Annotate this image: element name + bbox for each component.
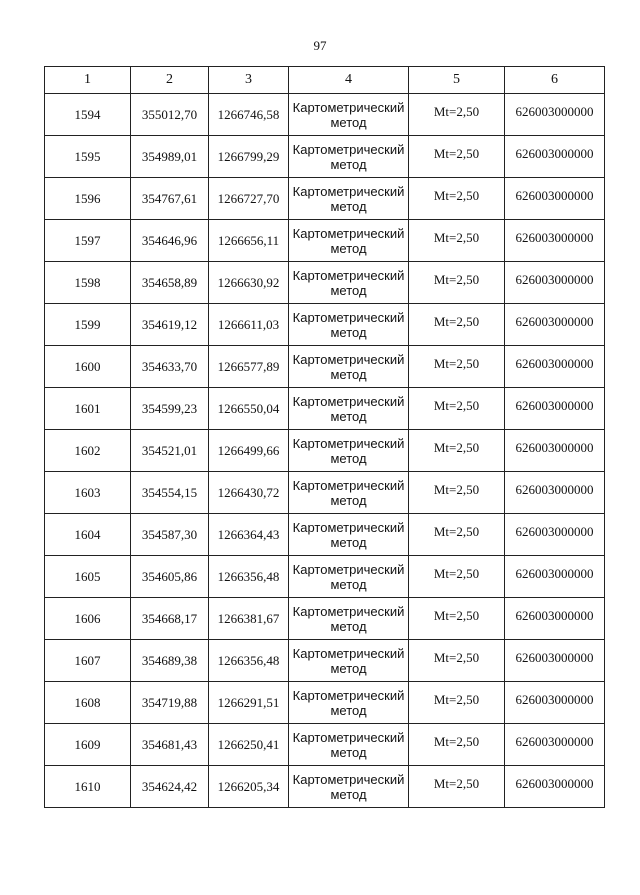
accuracy-cell: Mt=2,50	[409, 262, 505, 304]
y-coordinate-cell: 1266630,92	[209, 262, 289, 304]
accuracy-cell: Mt=2,50	[409, 136, 505, 178]
point-number-cell: 1610	[45, 766, 131, 808]
method-cell	[289, 598, 409, 640]
code-cell: 626003000000	[505, 94, 605, 136]
column-header: 4	[289, 67, 409, 94]
code-cell: 626003000000	[505, 640, 605, 682]
method-cell	[289, 220, 409, 262]
y-coordinate-cell: 1266577,89	[209, 346, 289, 388]
code-cell: 626003000000	[505, 388, 605, 430]
point-number-cell: 1595	[45, 136, 131, 178]
method-line-2: метод	[330, 661, 367, 676]
point-number-cell: 1594	[45, 94, 131, 136]
point-number-cell: 1606	[45, 598, 131, 640]
x-coordinate-cell: 354989,01	[131, 136, 209, 178]
method-cell	[289, 682, 409, 724]
y-coordinate-cell: 1266799,29	[209, 136, 289, 178]
code-cell: 626003000000	[505, 598, 605, 640]
table-row	[45, 136, 605, 178]
table-row	[45, 472, 605, 514]
table-row	[45, 556, 605, 598]
method-line-2: метод	[330, 535, 367, 550]
point-number-cell: 1609	[45, 724, 131, 766]
y-coordinate-cell: 1266656,11	[209, 220, 289, 262]
code-cell: 626003000000	[505, 430, 605, 472]
x-coordinate-cell: 354668,17	[131, 598, 209, 640]
code-cell: 626003000000	[505, 556, 605, 598]
point-number-cell: 1605	[45, 556, 131, 598]
code-cell: 626003000000	[505, 682, 605, 724]
method-line-2: метод	[330, 283, 367, 298]
table-body	[45, 94, 605, 808]
method-line-1: Картометрический	[292, 646, 405, 661]
code-cell: 626003000000	[505, 304, 605, 346]
method-line-1: Картометрический	[292, 352, 405, 367]
method-line-2: метод	[330, 619, 367, 634]
method-line-2: метод	[330, 409, 367, 424]
x-coordinate-cell: 354624,42	[131, 766, 209, 808]
table-row	[45, 388, 605, 430]
method-cell	[289, 388, 409, 430]
method-cell	[289, 514, 409, 556]
y-coordinate-cell: 1266430,72	[209, 472, 289, 514]
coordinates-table	[44, 66, 605, 808]
point-number-cell: 1597	[45, 220, 131, 262]
x-coordinate-cell: 354681,43	[131, 724, 209, 766]
column-header: 3	[209, 67, 289, 94]
accuracy-cell: Mt=2,50	[409, 514, 505, 556]
point-number-cell: 1608	[45, 682, 131, 724]
method-line-1: Картометрический	[292, 688, 405, 703]
method-line-2: метод	[330, 157, 367, 172]
method-line-1: Картометрический	[292, 142, 405, 157]
method-line-1: Картометрический	[292, 604, 405, 619]
method-cell	[289, 766, 409, 808]
method-cell	[289, 262, 409, 304]
method-cell	[289, 346, 409, 388]
y-coordinate-cell: 1266611,03	[209, 304, 289, 346]
accuracy-cell: Mt=2,50	[409, 766, 505, 808]
table-row	[45, 304, 605, 346]
column-header: 1	[45, 67, 131, 94]
code-cell: 626003000000	[505, 724, 605, 766]
method-line-1: Картометрический	[292, 478, 405, 493]
column-header: 6	[505, 67, 605, 94]
method-line-2: метод	[330, 115, 367, 130]
code-cell: 626003000000	[505, 472, 605, 514]
accuracy-cell: Mt=2,50	[409, 430, 505, 472]
method-cell	[289, 556, 409, 598]
method-cell	[289, 178, 409, 220]
accuracy-cell: Mt=2,50	[409, 472, 505, 514]
method-cell	[289, 430, 409, 472]
point-number-cell: 1598	[45, 262, 131, 304]
code-cell: 626003000000	[505, 136, 605, 178]
accuracy-cell: Mt=2,50	[409, 220, 505, 262]
method-line-1: Картометрический	[292, 184, 405, 199]
accuracy-cell: Mt=2,50	[409, 94, 505, 136]
y-coordinate-cell: 1266291,51	[209, 682, 289, 724]
table-row	[45, 178, 605, 220]
x-coordinate-cell: 354689,38	[131, 640, 209, 682]
point-number-cell: 1607	[45, 640, 131, 682]
method-line-1: Картометрический	[292, 730, 405, 745]
x-coordinate-cell: 354646,96	[131, 220, 209, 262]
table-row	[45, 598, 605, 640]
x-coordinate-cell: 354599,23	[131, 388, 209, 430]
accuracy-cell: Mt=2,50	[409, 640, 505, 682]
accuracy-cell: Mt=2,50	[409, 598, 505, 640]
point-number-cell: 1602	[45, 430, 131, 472]
code-cell: 626003000000	[505, 346, 605, 388]
y-coordinate-cell: 1266381,67	[209, 598, 289, 640]
method-line-2: метод	[330, 745, 367, 760]
method-line-2: метод	[330, 241, 367, 256]
method-cell	[289, 640, 409, 682]
y-coordinate-cell: 1266727,70	[209, 178, 289, 220]
x-coordinate-cell: 354719,88	[131, 682, 209, 724]
point-number-cell: 1604	[45, 514, 131, 556]
y-coordinate-cell: 1266746,58	[209, 94, 289, 136]
y-coordinate-cell: 1266364,43	[209, 514, 289, 556]
table-row	[45, 94, 605, 136]
point-number-cell: 1603	[45, 472, 131, 514]
page-number: 97	[313, 38, 327, 53]
method-line-1: Картометрический	[292, 772, 405, 787]
method-line-2: метод	[330, 703, 367, 718]
accuracy-cell: Mt=2,50	[409, 682, 505, 724]
method-line-2: метод	[330, 367, 367, 382]
method-line-2: метод	[330, 493, 367, 508]
table-row	[45, 724, 605, 766]
accuracy-cell: Mt=2,50	[409, 178, 505, 220]
method-cell	[289, 724, 409, 766]
x-coordinate-cell: 354521,01	[131, 430, 209, 472]
accuracy-cell: Mt=2,50	[409, 724, 505, 766]
method-line-1: Картометрический	[292, 310, 405, 325]
method-cell	[289, 136, 409, 178]
x-coordinate-cell: 355012,70	[131, 94, 209, 136]
table-row	[45, 262, 605, 304]
code-cell: 626003000000	[505, 178, 605, 220]
method-line-1: Картометрический	[292, 436, 405, 451]
y-coordinate-cell: 1266499,66	[209, 430, 289, 472]
table-row	[45, 430, 605, 472]
y-coordinate-cell: 1266250,41	[209, 724, 289, 766]
method-line-2: метод	[330, 787, 367, 802]
method-line-2: метод	[330, 325, 367, 340]
method-line-1: Картометрический	[292, 268, 405, 283]
code-cell: 626003000000	[505, 220, 605, 262]
table-row	[45, 514, 605, 556]
x-coordinate-cell: 354554,15	[131, 472, 209, 514]
point-number-cell: 1600	[45, 346, 131, 388]
method-line-2: метод	[330, 199, 367, 214]
y-coordinate-cell: 1266205,34	[209, 766, 289, 808]
method-line-1: Картометрический	[292, 100, 405, 115]
point-number-cell: 1601	[45, 388, 131, 430]
method-line-1: Картометрический	[292, 226, 405, 241]
table-row	[45, 220, 605, 262]
x-coordinate-cell: 354633,70	[131, 346, 209, 388]
method-line-1: Картометрический	[292, 394, 405, 409]
x-coordinate-cell: 354605,86	[131, 556, 209, 598]
x-coordinate-cell: 354767,61	[131, 178, 209, 220]
y-coordinate-cell: 1266356,48	[209, 640, 289, 682]
accuracy-cell: Mt=2,50	[409, 556, 505, 598]
accuracy-cell: Mt=2,50	[409, 388, 505, 430]
method-line-1: Картометрический	[292, 562, 405, 577]
method-cell	[289, 94, 409, 136]
column-header: 5	[409, 67, 505, 94]
method-cell	[289, 472, 409, 514]
x-coordinate-cell: 354658,89	[131, 262, 209, 304]
y-coordinate-cell: 1266356,48	[209, 556, 289, 598]
y-coordinate-cell: 1266550,04	[209, 388, 289, 430]
table-row	[45, 640, 605, 682]
point-number-cell: 1596	[45, 178, 131, 220]
method-line-2: метод	[330, 577, 367, 592]
table-row	[45, 766, 605, 808]
accuracy-cell: Mt=2,50	[409, 346, 505, 388]
method-line-2: метод	[330, 451, 367, 466]
table-row	[45, 682, 605, 724]
table-row	[45, 346, 605, 388]
point-number-cell: 1599	[45, 304, 131, 346]
method-line-1: Картометрический	[292, 520, 405, 535]
column-header: 2	[131, 67, 209, 94]
method-cell	[289, 304, 409, 346]
x-coordinate-cell: 354587,30	[131, 514, 209, 556]
code-cell: 626003000000	[505, 766, 605, 808]
accuracy-cell: Mt=2,50	[409, 304, 505, 346]
code-cell: 626003000000	[505, 514, 605, 556]
code-cell: 626003000000	[505, 262, 605, 304]
table-header-row	[45, 67, 605, 94]
x-coordinate-cell: 354619,12	[131, 304, 209, 346]
